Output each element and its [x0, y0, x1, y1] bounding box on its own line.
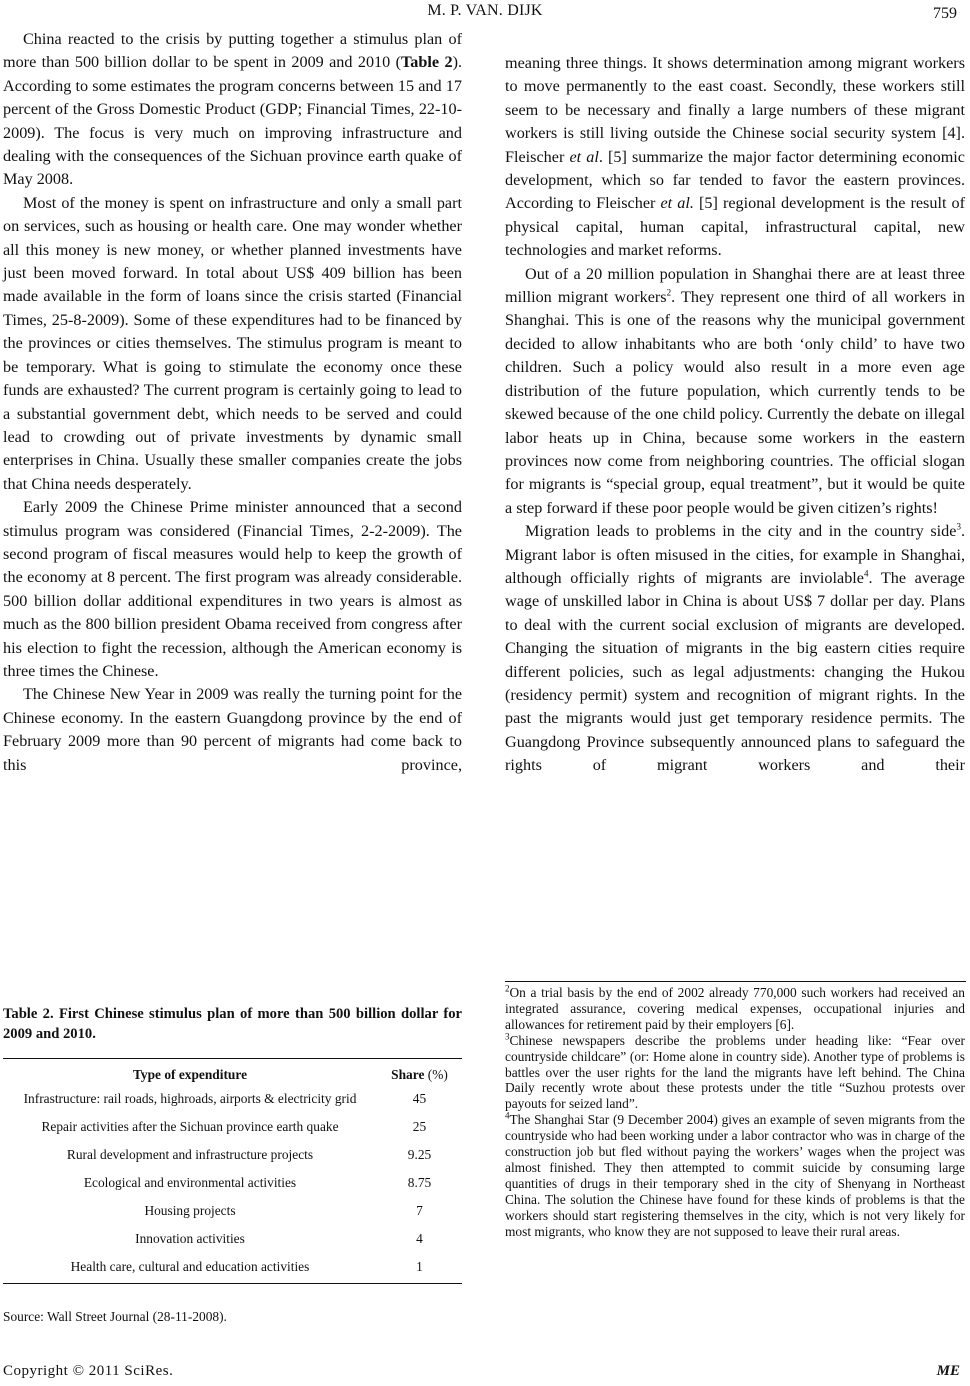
footnote-marker: 3	[505, 1031, 510, 1042]
table-header-row	[3, 1059, 462, 1088]
paragraph: Early 2009 the Chinese Prime minister announced that a second stimulus program was considered (Financial Times, 2-2-2009). The second program of fiscal measures would help to keep the growth of the economy at 8 percent. The first program was already considerable. 500 billion dollar additional expenditures in two years is almost as much as the 800 billion president Obama received from congress after his election to fight the recession, although the American economy is three times the Chinese.	[3, 498, 462, 680]
paragraph-text: meaning three things. It shows determination among migrant workers to move permanently to the east coast. Secondly, these workers still seem to be necessary and finally a large numbers of these migrant workers is still living outside the Chinese social security system [4]. Fleischer	[505, 54, 965, 166]
running-title: M. P. VAN. DIJK	[427, 2, 543, 19]
right-column	[505, 52, 965, 778]
footnote-ref[interactable]: 2	[666, 287, 672, 298]
paragraph-text: . Migrant labor is often misused in the cities, for example in Shanghai, although officially rights of migrants are inviolable	[505, 522, 965, 587]
footnote-ref[interactable]: 3	[956, 521, 961, 532]
paragraph-text: . [5] summarize the major factor determining economic development, which so far tended to favor the eastern provinces. According to Fleischer	[505, 147, 965, 213]
data-table	[3, 1058, 462, 1284]
footnote-text: Chinese newspapers describe the problems under heading like: “Fear over countryside childcare” (or: Home alone in country side). Another type of problems is battles over the user rights for the land the migrants have left behind. The China Daily recently wrote about these protests under the title “Suzhou protests over payouts for seized land”.	[505, 1032, 965, 1112]
paragraph	[505, 520, 965, 777]
cell-type: Housing projects	[144, 1203, 236, 1218]
table-row	[3, 1171, 462, 1199]
column-header-type: Type of expenditure	[132, 1067, 248, 1082]
paragraph: The Chinese New Year in 2009 was really the turning point for the Chinese economy. In the eastern Guangdong province by the end of February 2009 more than 90 percent of migrants had come back to this province,	[3, 685, 462, 774]
cell-share: 1	[416, 1259, 423, 1274]
paragraph-text: ). According to some estimates the program concerns between 15 and 17 percent of the Gross Domestic Product (GDP; Financial Times, 22-10-2009). The focus is very much on improving infrastructure and dealing with the consequences of the Sichuan province earth quake of May 2008.	[3, 53, 462, 189]
cell-share: 45	[412, 1091, 427, 1106]
table-row	[3, 1227, 462, 1255]
paragraph	[505, 263, 965, 520]
cell-share: 25	[412, 1119, 427, 1134]
table-row	[3, 1255, 462, 1284]
cell-type: Infrastructure: rail roads, highroads, airports & electricity grid	[23, 1091, 357, 1106]
cell-share: 7	[416, 1203, 423, 1218]
paragraph-text: Out of a 20 million population in Shanghai there are at least three million migrant workers	[505, 264, 965, 307]
share-label: Share	[391, 1067, 425, 1082]
column-header-share	[377, 1059, 462, 1088]
cell-type: Rural development and infrastructure projects	[66, 1147, 314, 1162]
share-unit: (%)	[427, 1067, 448, 1082]
footnote-marker: 4	[505, 1110, 510, 1121]
journal-abbrev: ME	[936, 1363, 960, 1379]
footnote-ref[interactable]: 4	[863, 568, 869, 579]
footnote-text: The Shanghai Star (9 December 2004) gives an example of seven migrants from the countryside who had been working under a labor contractor who was in charge of the construction job but fled without paying the workers’ wages when the project was almost finished. They then attempted to commit suicide by consuming large quantities of drugs in their temporary shed in the city of Shenyang in Northeast China. The solution the Chinese have found for these kinds of problems is that the workers should start registering themselves in the city, which is not very likely for most migrants, who know they are not supposed to leave their rural areas.	[505, 1112, 965, 1239]
footnote-text: On a trial basis by the end of 2002 already 770,000 such workers had received an integrated assurance, covering medical expenses, occupational injuries and allowances for retirement paid by their employers [6].	[505, 985, 965, 1032]
cell-type: Repair activities after the Sichuan province earth quake	[41, 1119, 339, 1134]
copyright-notice: Copyright © 2011 SciRes.	[3, 1363, 174, 1379]
footnote-marker: 2	[505, 983, 510, 994]
cell-share: 4	[416, 1231, 423, 1246]
footnote-divider	[505, 981, 966, 982]
footnote	[505, 985, 965, 1033]
page-number: 759	[933, 5, 957, 22]
stimulus-table	[3, 1058, 462, 1284]
paragraph-text: . The average wage of unskilled labor in China is about US$ 7 dollar per day. Plans to deal with the current social exclusion of migrants are developed. Changing the situation of migrants in the big eastern cities require different policies, such as legal adjustments: changing the Hukou (residency permit) system and recognition of migrant rights. In the past the migrants would just get temporary residence permits. The Guangdong Province subsequently announced plans to safeguard the rights of migrant workers and their	[505, 568, 965, 775]
table-caption: Table 2. First Chinese stimulus plan of more than 500 billion dollar for 2009 and 2010.	[3, 1006, 462, 1042]
table-reference[interactable]: Table 2	[401, 53, 453, 72]
cell-type: Health care, cultural and education activities	[70, 1259, 310, 1274]
footnote	[505, 1112, 965, 1239]
cell-type: Ecological and environmental activities	[83, 1175, 297, 1190]
cell-share: 9.25	[407, 1147, 432, 1162]
footnote	[505, 1033, 965, 1113]
table-row	[3, 1115, 462, 1143]
paragraph	[505, 52, 965, 263]
paragraph-text: . They represent one third of all workers in Shanghai. This is one of the reasons why the municipal government decided to allow inhabitants who are both ‘only child’ to have two children. Such a policy would also result in a more even age distribution of the future population, which currently tends to be skewed because of the one child policy. Currently the debate on illegal labor heats up in China, because some workers in the eastern provinces now come from neighboring countries. The official slogan for migrants is “special group, equal treatment”, but it would be quite a step forward if these poor people would be given citizen’s rights!	[505, 288, 965, 517]
cell-share: 8.75	[407, 1175, 432, 1190]
et-al: et al	[569, 147, 599, 166]
paragraph	[3, 28, 462, 192]
cell-type: Innovation activities	[135, 1231, 245, 1246]
table-row	[3, 1087, 462, 1115]
left-column	[3, 28, 462, 777]
paragraph-text: Migration leads to problems in the city and in the country side	[525, 522, 957, 541]
paragraph-text: China reacted to the crisis by putting together a stimulus plan of more than 500 billion dollar to be spent in 2009 and 2010 (	[3, 30, 462, 72]
footnotes	[505, 985, 965, 1240]
table-row	[3, 1199, 462, 1227]
paragraph: Most of the money is spent on infrastructure and only a small part on services, such as housing or health care. One may wonder whether all this money is new money, or whether planned investments have just been moved forward. In total about US$ 409 billion has been made available in the form of loans since the crisis started (Financial Times, 25-8-2009). Some of these expenditures had to be financed by the provinces or cities themselves. The stimulus program is meant to be temporary. What is going to stimulate the economy once these funds are exhausted? The current program is certainly going to lead to a substantial government debt, which needs to be served and could lead to crowding out of private investments by dynamic small enterprises in China. Usually these smaller companies create the jobs that China needs desperately.	[3, 193, 462, 493]
table-row	[3, 1143, 462, 1171]
et-al: et al.	[660, 194, 694, 213]
paragraph-text: [5] regional development is the result of physical capital, human capital, infrastructural capital, new technologies and market reforms.	[505, 194, 966, 260]
table-source: Source: Wall Street Journal (28-11-2008).	[3, 1309, 227, 1324]
